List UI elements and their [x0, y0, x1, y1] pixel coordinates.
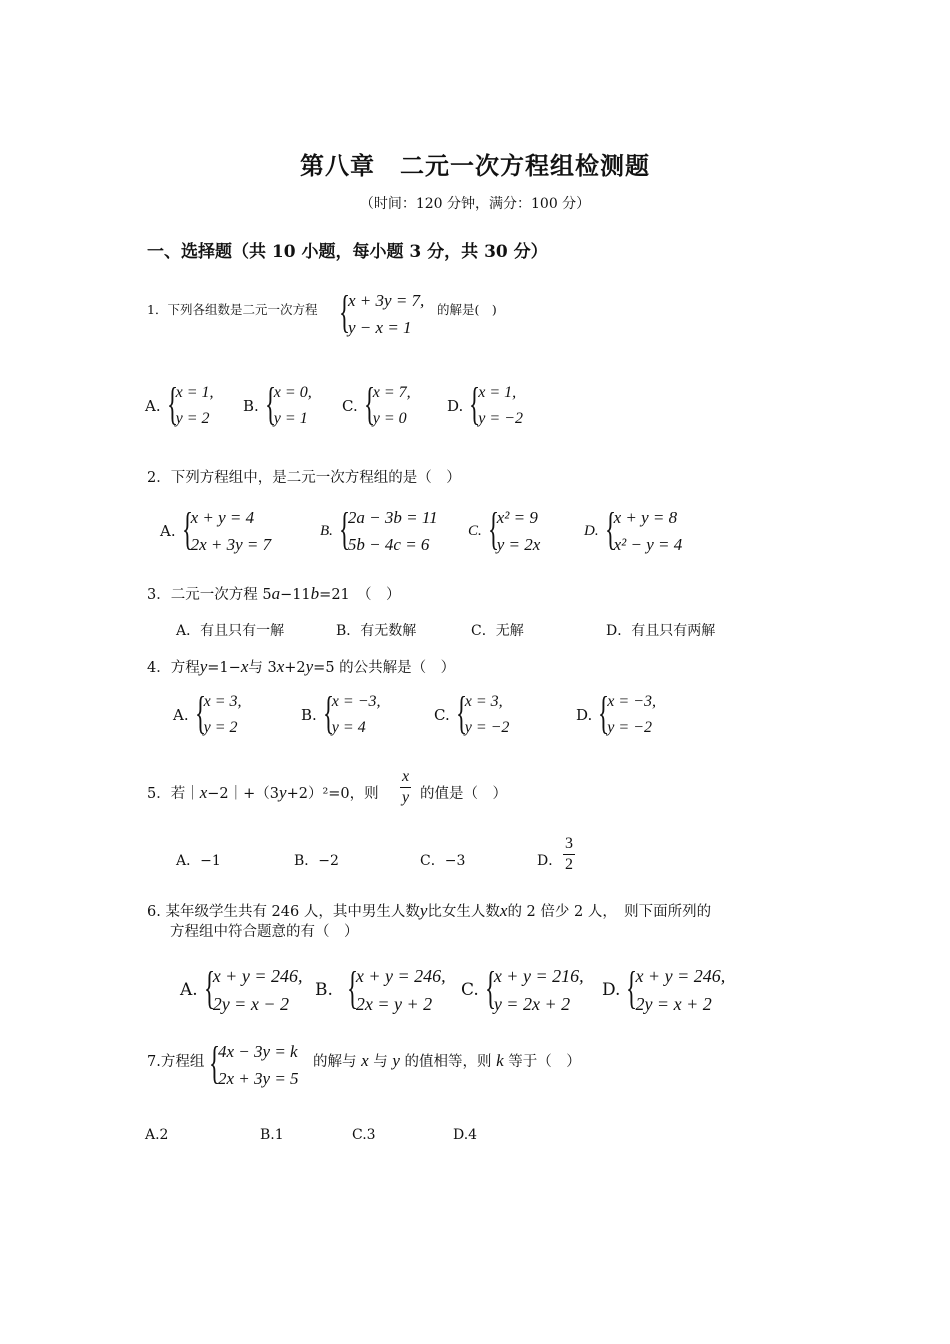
q5-fraction: $\frac{x}{y}$ — [402, 768, 410, 806]
q6-option-d[interactable]: D. { x + y = 246, 2y = x + 2 — [602, 962, 726, 1014]
q1-option-b[interactable]: B. { x = 0, y = 1 — [243, 378, 312, 429]
q1-option-a[interactable]: A. { x = 1, y = 2 — [145, 378, 214, 429]
q1-system — [336, 287, 424, 341]
q5-option-d[interactable]: D． — [537, 853, 563, 869]
q7-text: 的解与 x 与 y 的值相等，则 k 等于（ ） — [313, 1051, 581, 1070]
q1-eq1: x + 3y = 7, — [348, 291, 425, 310]
q1-text: 1．下列各组数是二元一次方程 — [147, 302, 318, 317]
q7-option-c[interactable]: C.3 — [352, 1127, 376, 1143]
q4-option-c[interactable]: C. { x = 3, y = −2 — [434, 687, 510, 738]
q4-option-d[interactable]: D. { x = −3, y = −2 — [576, 687, 656, 738]
q7-option-b[interactable]: B.1 — [260, 1127, 284, 1143]
q2-option-d[interactable]: D. { x + y = 8 x² − y = 4 — [584, 503, 683, 554]
q5-tail: 的值是（ ） — [420, 786, 507, 802]
q6-option-c[interactable]: C. { x + y = 216, y = 2x + 2 — [461, 962, 584, 1014]
q5-option-a[interactable]: A．−1 — [176, 853, 221, 869]
q1-option-c[interactable]: C. { x = 7, y = 0 — [342, 378, 411, 429]
q4-text: 4．方程y=1−x与 3x+2y=5 的公共解是（ ） — [147, 657, 456, 676]
q2-option-b[interactable]: B. { 2a − 3b = 11 5b − 4c = 6 — [320, 503, 438, 554]
q2-option-c[interactable]: C. { x² = 9 y = 2x — [468, 503, 541, 554]
q6-option-a[interactable]: A. { x + y = 246, 2y = x − 2 — [180, 962, 303, 1014]
q3-option-c[interactable]: C．无解 — [471, 623, 524, 639]
q6-option-b[interactable]: B. { x + y = 246, 2x = y + 2 — [315, 962, 446, 1014]
q6-text-line2: 方程组中符合题意的有（ ） — [170, 924, 359, 940]
q1-option-d[interactable]: D. { x = 1, y = −2 — [447, 378, 523, 429]
page-title: 第八章 二元一次方程组检测题 — [300, 151, 650, 180]
exam-info: （时间：120 分钟，满分：100 分） — [359, 196, 591, 212]
q7-option-d[interactable]: D.4 — [453, 1127, 478, 1143]
q7-system: { 4x − 3y = k 2x + 3y = 5 — [209, 1037, 299, 1088]
q5-option-b[interactable]: B．−2 — [294, 853, 339, 869]
q4-option-a[interactable]: A. { x = 3, y = 2 — [173, 687, 242, 738]
q7-option-a[interactable]: A.2 — [145, 1127, 169, 1143]
section-heading: 一、选择题（共 10 小题，每小题 3 分，共 30 分） — [147, 242, 548, 262]
q1-tail: 的解是( ) — [437, 302, 497, 317]
q3-option-b[interactable]: B．有无数解 — [336, 623, 417, 639]
q3-text: 3．二元一次方程 5a−11b=21 （ ） — [147, 584, 401, 603]
brace-icon: { — [339, 286, 351, 337]
q5-option-c[interactable]: C．−3 — [420, 853, 466, 869]
q2-option-a[interactable]: A. { x + y = 4 2x + 3y = 7 — [160, 503, 272, 554]
q3-option-d[interactable]: D．有且只有两解 — [606, 623, 716, 639]
q6-text: 6. 某年级学生共有 246 人，其中男生人数y比女生人数x的 2 倍少 2 人， 则下面所列的 — [147, 901, 712, 920]
q1-eq2: y − x = 1 — [348, 318, 412, 337]
q7-label: 7.方程组 — [147, 1054, 205, 1070]
q5-text: 5．若｜x−2｜+（3y+2）²=0，则 — [147, 783, 379, 802]
q2-text: 2．下列方程组中，是二元一次方程组的是（ ） — [147, 470, 461, 486]
q4-option-b[interactable]: B. { x = −3, y = 4 — [301, 687, 381, 738]
q3-option-a[interactable]: A．有且只有一解 — [176, 623, 285, 639]
q5-option-d-fraction: $\frac{3}{2}$ — [565, 835, 573, 873]
